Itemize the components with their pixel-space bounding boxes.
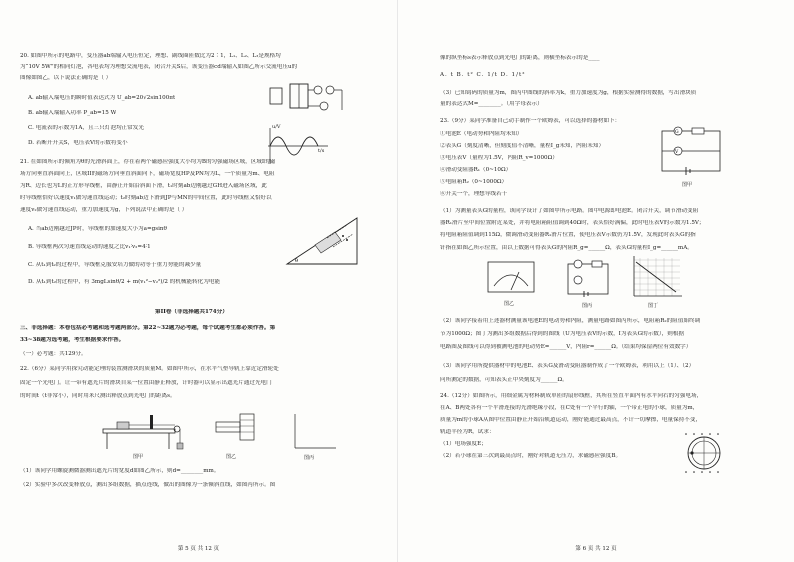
q23-item-5: ⑤电阻箱R₂（0~1000Ω） bbox=[440, 179, 508, 185]
q23-fig-c-caption: 图丙 bbox=[582, 303, 593, 309]
q22-part3-line1: （3）已知钩码的质量为m，图丙中图线的斜率为k，重力加速度为g，根据实验测得的数据，写出滑块质 bbox=[440, 90, 697, 96]
q22-part3-line2: 量的表达式M=________。（用字母表示） bbox=[440, 101, 543, 107]
q21-option-b: B. 导线框两次匀速直线运动的速度之比v₁∶v₂=4∶1 bbox=[28, 244, 151, 250]
part2-subheading: （一）必考题：共129分。 bbox=[20, 351, 87, 357]
part2-instruction-2: 33~38题为选考题，考生根据要求作答。 bbox=[20, 337, 125, 343]
q20-line2: 为“10V 5W”的相同灯泡，各电表均为理想交流电表，闭合开关S后，该变压器cd端输入如图乙所示交流电压u的 bbox=[20, 64, 298, 70]
svg-text:θ: θ bbox=[295, 258, 299, 264]
q23-line1: 23.（9分）某同学准备自己动手制作一个欧姆表，可以选择的器材如下： bbox=[440, 118, 621, 124]
q23-para-7: 电路图及图线可以得到被测电池的电动势E=______V，内阻r=______Ω。（结果均保留两位有效数字） bbox=[440, 344, 692, 350]
q20-axis-u: u/V bbox=[272, 124, 281, 130]
q24-line1: 24.（12分）如图所示，用细金属为材料制成单匝的扇形线框，其所在竖直平面内有水平向右的匀强电场， bbox=[440, 393, 703, 399]
part2-instruction-1: 三、非选择题：本卷包括必考题和选考题两部分。第22~32题为必考题，每个试题考生都必须作答。第 bbox=[20, 325, 276, 331]
q22-continued-line: 像的纵坐标s表示释放点到光电门的距离，则横坐标表示的是____ bbox=[440, 55, 600, 61]
q20-option-c: C. 电流表的示数为1A，且三只灯泡均正常发光 bbox=[28, 125, 144, 131]
q23-item-6: ⑥开关一个，理想导线若干 bbox=[440, 191, 508, 197]
q23-para-4: 针指在如图乙所示位置，由以上数据可得表头G的内阻R_g=______Ω，表头G的量程I_g=______mA。 bbox=[440, 245, 693, 251]
q20-line1: 20. 如图甲所示的电路中，变压器ab端输入电压恒定，理想、副线圈匝数比为2∶1，L₁、L₂、L₃是规格均 bbox=[20, 53, 281, 59]
svg-text:V: V bbox=[675, 150, 679, 155]
q23-para-3: 将电阻箱阻值调到115Ω，微调滑动变阻器R₁滑片位置，使电压表V示数仍为1.5V，发现此时表头G的指 bbox=[440, 232, 696, 238]
q24-line2: 在A、B两处各有一个平滑连接的光滑绝缘小段，在C处有一个平行的轴，一个带正电的小球，质量为m， bbox=[440, 405, 699, 411]
q24-sub-1: （1）电场强度E； bbox=[440, 441, 487, 447]
q23-para-2: 器R₁滑片至中间位置附近某处，并将电阻箱阻值调到40Ω时，表头恰好满偏，此时电压表V的示数为1.5V； bbox=[440, 220, 705, 226]
q23-fig-d-caption: 图丁 bbox=[648, 303, 659, 309]
q23-para-1: （1）为测量表头G的量程，该同学设计了如图甲所示电路。图中电源即电池E。闭合开关，调节滑动变阻 bbox=[440, 208, 699, 214]
right-page-footer: 第 6 页 共 12 页 bbox=[575, 546, 617, 552]
q20-option-d: D. 若断开开关S，电压表V的示数将变小 bbox=[28, 140, 128, 146]
q23-meter-figure bbox=[486, 260, 536, 307]
q22-sub-2: （2）实验中多次改变释放点，测出多组数据，描点连线，做出的图像为一条倾斜直线，如图丙所示。图 bbox=[20, 482, 276, 488]
q21-option-a: A. 当ab边刚越过JP时，导线框的加速度大小为a=gsinθ bbox=[28, 226, 167, 232]
q22-fig-3-caption: 图丙 bbox=[304, 455, 315, 461]
left-page-footer: 第 5 页 共 12 页 bbox=[177, 546, 220, 552]
q24-circular-track-figure bbox=[680, 428, 730, 478]
q20-axis-t: t/s bbox=[318, 148, 325, 154]
part2-title: 第II卷（非选择题共174分） bbox=[155, 309, 228, 315]
q23-para-6: 节为1000Ω；图丁为测出多组数据后得到的图线（U为电压表V的示数，I为表头G的示数），则根据 bbox=[440, 331, 685, 337]
q23-graph-figure bbox=[626, 254, 684, 309]
q22-line3: 的时间t（t非常小），同时用米尺测出释放点到光电门的距离s。 bbox=[20, 393, 176, 399]
q22-line1: 22.（6分）某同学用探究动能定理的装置测滑块的质量M。如图甲所示，在水平气垫导轨上靠近定滑轮处 bbox=[20, 366, 279, 372]
q22-air-track-figure bbox=[95, 405, 190, 460]
q22-sub-1: （1）该同学用螺旋测微器测出遮光片的宽度d如图乙所示，则d=________mm。 bbox=[20, 468, 220, 474]
q21-line2: 场方向垂直斜面向上，区域II的磁场方向垂直斜面向下，磁场宽度HP及PN均为L，一个质量为m、电阻 bbox=[20, 171, 275, 177]
q21-line4: 时导线框恰好以速度v₁做匀速直线运动；t₂时刻ab边下滑到JP与MN的中间位置，此时导线框又恰好以 bbox=[20, 195, 272, 201]
q21-option-c: C. 从t₁到t₂的过程中，导线框克服安培力做的功等于重力势能的减少量 bbox=[28, 262, 202, 268]
svg-text:G: G bbox=[675, 130, 679, 135]
q23-fig-a-caption: 图甲 bbox=[682, 182, 693, 188]
q22-line2: 固定一个光电门。让一带有遮光片的滑块自某一位置由静止释放，计时器可以显示出遮光片通过光电门 bbox=[20, 380, 272, 386]
q24-line4: 轨道半径为R，试求： bbox=[440, 429, 495, 435]
q21-incline-figure bbox=[285, 212, 360, 267]
q21-line1: 21. 在如图所示的倾角为θ的光滑斜面上，存在着两个磁感应强度大小均为B的匀强磁场区域，区域I的磁 bbox=[20, 159, 276, 165]
q22-choice-options: A. t B. t² C. 1/t D. 1/t² bbox=[440, 72, 526, 78]
q23-para-8: （3）该同学用所提供器材中的电池E、表头G及滑动变阻器制作成了一个欧姆表，利用以上（1）、（2） bbox=[440, 363, 695, 369]
q23-para-5: （2）该同学接着用上述器材测量该电池E的电动势和内阻，测量电路如图丙所示，电阻箱R₂的阻值始终调 bbox=[440, 318, 701, 324]
q23-item-1: ①电池E（电动势和内阻均未知） bbox=[440, 131, 523, 137]
q22-fig-1-caption: 图甲 bbox=[133, 454, 144, 460]
q20-option-a: A. ab输入端电压的瞬时值表达式为 U_ab=20√2sin100πt bbox=[28, 95, 176, 101]
q22-micrometer-figure bbox=[212, 408, 262, 460]
q23-fig-b-caption: 图乙 bbox=[504, 301, 515, 307]
q24-sub-2: （2）若小球在第三次到最高点时，刚好对轨道无压力，求磁感应强度B。 bbox=[440, 453, 622, 459]
q20-circuit-figure bbox=[268, 80, 348, 120]
q20-option-b: B. ab输入端输入功率 P_ab=15 W bbox=[28, 110, 117, 116]
q23-para-9: 问所测定的数据，可知表头正中央刻度为______Ω。 bbox=[440, 377, 568, 383]
q23-circuit-c-figure bbox=[564, 258, 612, 309]
q21-line3: 为R、边长也为L的正方形导线框，由静止开始沿斜面下滑，t₁时刻ab边刚越过GH进入磁场区域，此 bbox=[20, 183, 267, 189]
q24-line3: 质量为m的小球A从图中位置由静止开始沿轨道运动，刚好能通过最高点，不计一切摩擦，电量保持不变， bbox=[440, 417, 702, 423]
right-page bbox=[397, 0, 794, 562]
q23-item-2: ②表头G（刻度清晰，但刻度值不清晰，量程I_g未知，内阻未知） bbox=[440, 143, 605, 149]
q20-line3: 图像如图乙，以下说法正确的是（ ） bbox=[20, 75, 112, 81]
q23-item-4: ④滑动变阻器R₁（0~10Ω） bbox=[440, 167, 512, 173]
q23-circuit-a-figure bbox=[656, 125, 726, 188]
q22-graph-figure bbox=[290, 412, 340, 461]
q23-item-3: ③电压表V（量程为1.5V，内阻R_v=1000Ω） bbox=[440, 155, 558, 161]
q22-fig-2-caption: 图乙 bbox=[226, 454, 237, 460]
q21-line5: 速度v₂做匀速直线运动，重力加速度为g，下列说法中正确的是（ ） bbox=[20, 207, 188, 213]
q21-option-d: D. 从t₁到t₂的过程中，有 3mgLsinθ/2 + m(v₁²−v₂²)/2 的机械能转化为电能 bbox=[28, 279, 221, 285]
